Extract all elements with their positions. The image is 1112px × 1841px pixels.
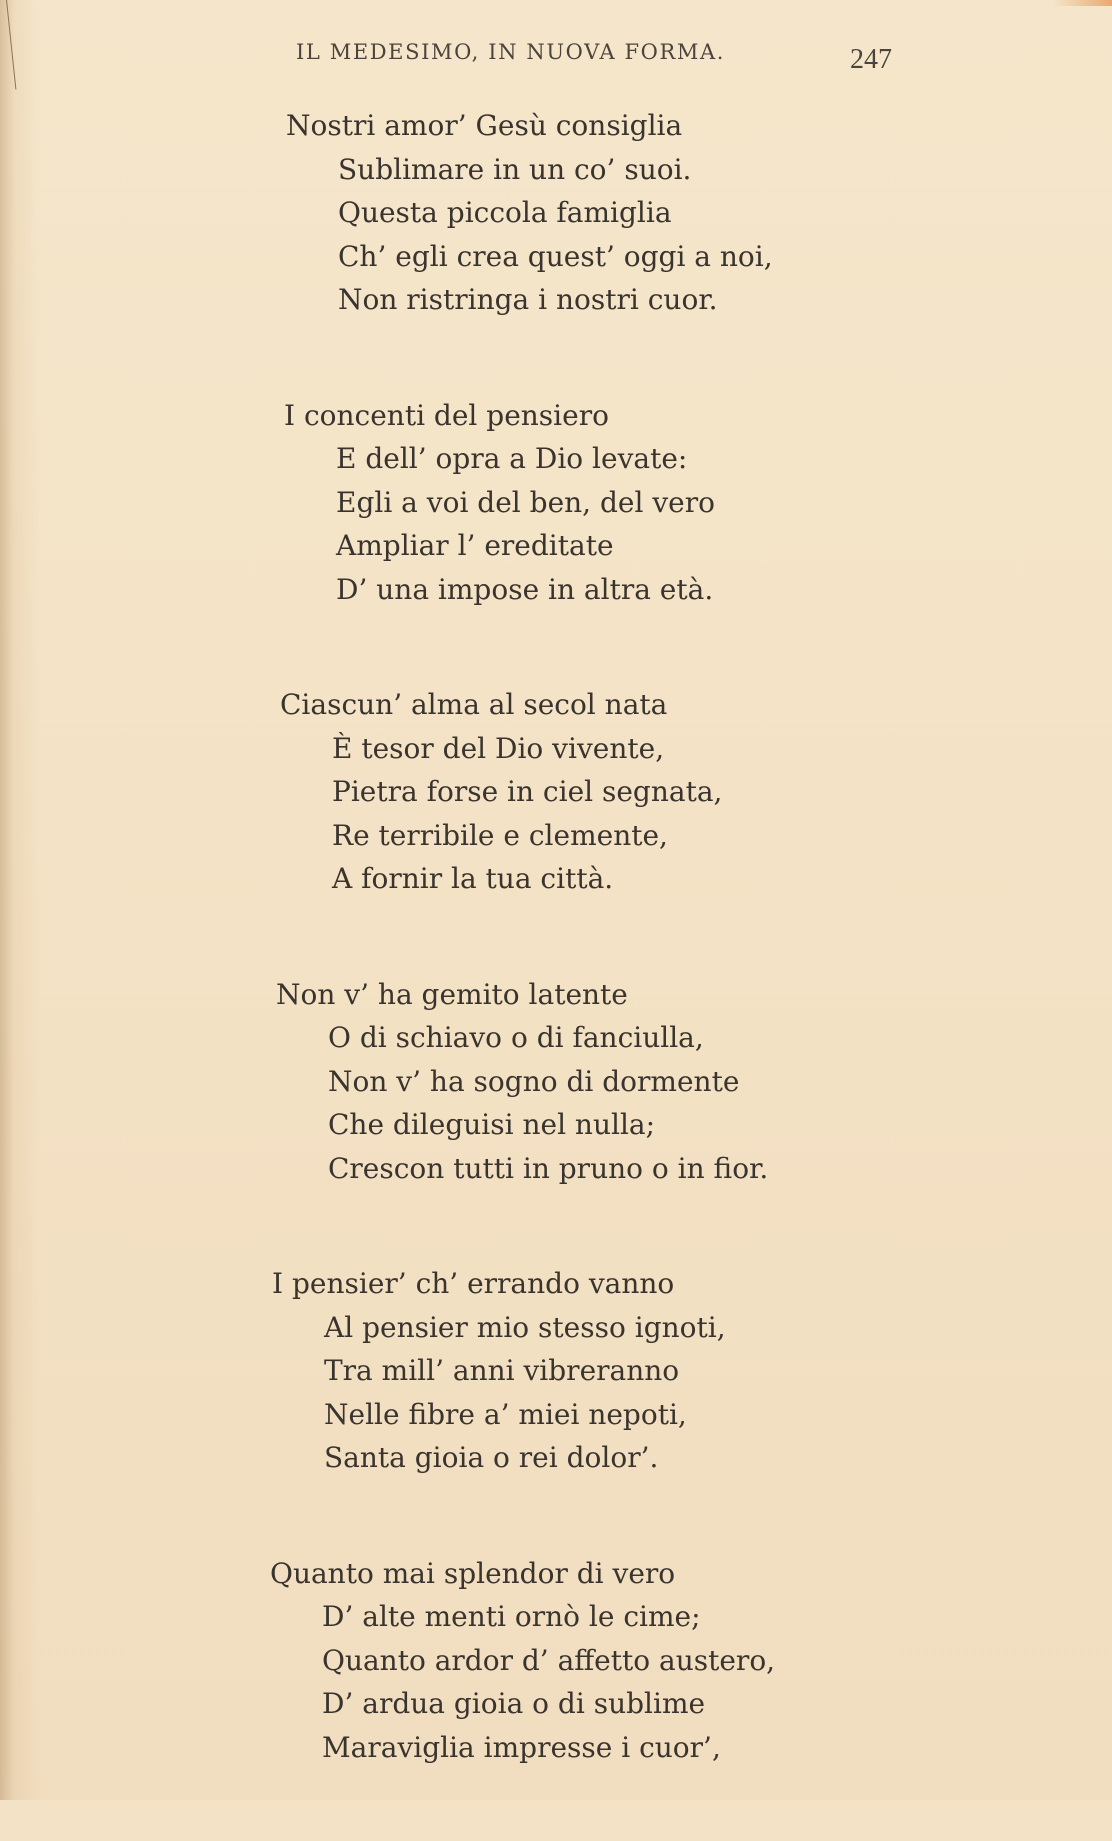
verse-line: Al pensier mio stesso ignoti, bbox=[324, 1310, 726, 1344]
verse-line: O di schiavo o di fanciulla, bbox=[328, 1021, 704, 1054]
verse-line: Non ristringa i nostri cuor. bbox=[338, 283, 718, 316]
verse-line: Sublimare in un co’ suoi. bbox=[338, 152, 692, 186]
verse-line: Tra mill’ anni vibreranno bbox=[324, 1354, 680, 1387]
stanza bbox=[270, 973, 890, 1191]
stanza bbox=[270, 683, 890, 901]
stanza bbox=[270, 1552, 890, 1770]
verse-line: I pensier’ ch’ errando vanno bbox=[272, 1267, 675, 1300]
verse-line: D’ alte menti ornò le cime; bbox=[322, 1600, 701, 1633]
verse-line: Questa piccola famiglia bbox=[338, 196, 672, 229]
poem-body bbox=[270, 104, 890, 1841]
verse-line: Quanto mai splendor di vero bbox=[270, 1556, 676, 1590]
verse-line: Nostri amor’ Gesù consiglia bbox=[286, 109, 683, 142]
verse-line: Ampliar l’ ereditate bbox=[336, 529, 614, 562]
verse-line: Pietra forse in ciel segnata, bbox=[332, 775, 723, 808]
verse-line: Egli a voi del ben, del vero bbox=[336, 485, 715, 519]
verse-line: È tesor del Dio vivente, bbox=[332, 731, 665, 765]
stanza bbox=[270, 1262, 890, 1480]
verse-line: Non v’ ha sogno di dormente bbox=[328, 1064, 740, 1098]
stanza bbox=[270, 394, 890, 612]
stanza bbox=[270, 104, 890, 322]
verse-line: Quanto ardor d’ affetto austero, bbox=[322, 1643, 776, 1677]
verse-line: Nelle fibre a’ miei nepoti, bbox=[324, 1397, 687, 1431]
running-head: IL MEDESIMO, IN NUOVA FORMA. bbox=[296, 40, 726, 64]
verse-line: I concenti del pensiero bbox=[284, 398, 609, 432]
verse-line: Re terribile e clemente, bbox=[332, 818, 668, 852]
verse-line: D’ ardua gioia o di sublime bbox=[322, 1687, 706, 1720]
verse-line: Ch’ egli crea quest’ oggi a noi, bbox=[338, 239, 773, 273]
page-number: 247 bbox=[850, 44, 892, 75]
verse-line: A fornir la tua città. bbox=[332, 862, 614, 895]
verse-line: Santa gioia o rei dolor’. bbox=[324, 1441, 659, 1474]
verse-line: E dell’ opra a Dio levate: bbox=[336, 442, 688, 475]
page-edge-line bbox=[6, 0, 16, 90]
verse-line: Crescon tutti in pruno o in fior. bbox=[328, 1151, 769, 1185]
page-corner-shadow bbox=[1052, 0, 1112, 6]
verse-line: Ciascun’ alma al secol nata bbox=[280, 688, 668, 721]
verse-line: Maraviglia impresse i cuor’, bbox=[322, 1730, 721, 1764]
verse-line: Che dileguisi nel nulla; bbox=[328, 1108, 656, 1141]
verse-line: Non v’ ha gemito latente bbox=[276, 977, 628, 1011]
verse-line: D’ una impose in altra età. bbox=[336, 572, 714, 606]
